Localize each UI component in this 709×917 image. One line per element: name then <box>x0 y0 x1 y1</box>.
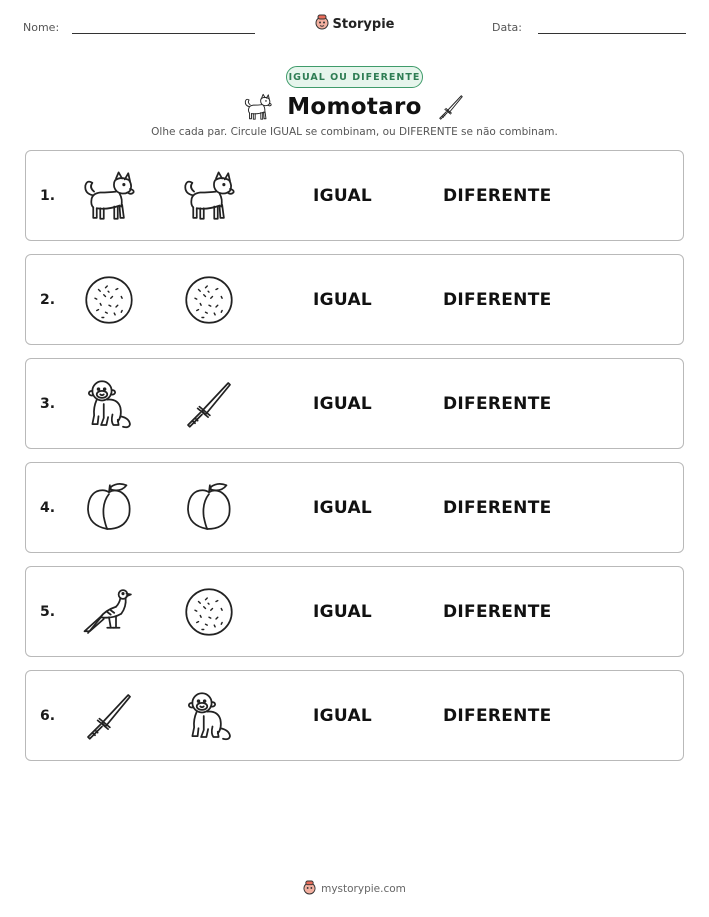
igual-option[interactable]: IGUAL <box>313 185 373 206</box>
item-right-image <box>181 480 237 536</box>
name-label: Nome: <box>23 21 60 34</box>
diferente-option[interactable]: DIFERENTE <box>443 601 552 622</box>
date-label: Data: <box>492 21 522 34</box>
item-number: 3. <box>40 395 56 412</box>
title-row <box>0 90 709 124</box>
brand-name: Storypie <box>332 16 395 32</box>
dog-icon <box>243 92 273 122</box>
sword-icon <box>436 92 466 122</box>
peach-icon <box>181 480 237 536</box>
item-number: 1. <box>40 187 56 204</box>
title-sword-icon <box>436 92 466 122</box>
igual-option[interactable]: IGUAL <box>313 705 373 726</box>
worksheet-type-badge: IGUAL OU DIFERENTE <box>286 66 423 88</box>
item-row <box>25 254 684 345</box>
item-right-image <box>181 688 237 744</box>
title-dog-icon <box>243 92 273 122</box>
igual-option[interactable]: IGUAL <box>313 289 373 310</box>
item-number: 4. <box>40 499 56 516</box>
rice-dumpling-icon <box>81 272 137 328</box>
item-left-image <box>81 584 137 640</box>
item-number: 5. <box>40 603 56 620</box>
footer <box>0 880 709 898</box>
item-row <box>25 670 684 761</box>
igual-option[interactable]: IGUAL <box>313 601 373 622</box>
diferente-option[interactable]: DIFERENTE <box>443 185 552 206</box>
sword-icon <box>181 376 237 432</box>
monkey-icon <box>81 376 137 432</box>
diferente-option[interactable]: DIFERENTE <box>443 393 552 414</box>
item-row <box>25 462 684 553</box>
date-line[interactable] <box>538 33 686 34</box>
monkey-icon <box>181 688 237 744</box>
dog-icon <box>181 168 237 224</box>
diferente-option[interactable]: DIFERENTE <box>443 289 552 310</box>
item-number: 2. <box>40 291 56 308</box>
item-left-image <box>81 272 137 328</box>
diferente-option[interactable]: DIFERENTE <box>443 497 552 518</box>
brand-logo <box>0 14 709 34</box>
item-left-image <box>81 168 137 224</box>
rice-dumpling-icon <box>181 272 237 328</box>
dog-icon <box>81 168 137 224</box>
instructions: Olhe cada par. Circule IGUAL se combinam, ou DIFERENTE se não combinam. <box>151 126 558 138</box>
item-right-image <box>181 584 237 640</box>
item-right-image <box>181 272 237 328</box>
peach-icon <box>81 480 137 536</box>
rice-dumpling-icon <box>181 584 237 640</box>
item-row <box>25 566 684 657</box>
item-row <box>25 150 684 241</box>
item-number: 6. <box>40 707 56 724</box>
item-left-image <box>81 688 137 744</box>
footer-url[interactable]: mystorypie.com <box>321 883 406 895</box>
pheasant-icon <box>81 584 137 640</box>
igual-option[interactable]: IGUAL <box>313 497 373 518</box>
page-title: Momotaro <box>287 94 422 120</box>
item-row <box>25 358 684 449</box>
sword-icon <box>81 688 137 744</box>
item-right-image <box>181 168 237 224</box>
storypie-logo-icon <box>303 880 316 898</box>
storypie-logo-icon <box>315 14 329 34</box>
item-right-image <box>181 376 237 432</box>
item-left-image <box>81 376 137 432</box>
igual-option[interactable]: IGUAL <box>313 393 373 414</box>
item-left-image <box>81 480 137 536</box>
diferente-option[interactable]: DIFERENTE <box>443 705 552 726</box>
